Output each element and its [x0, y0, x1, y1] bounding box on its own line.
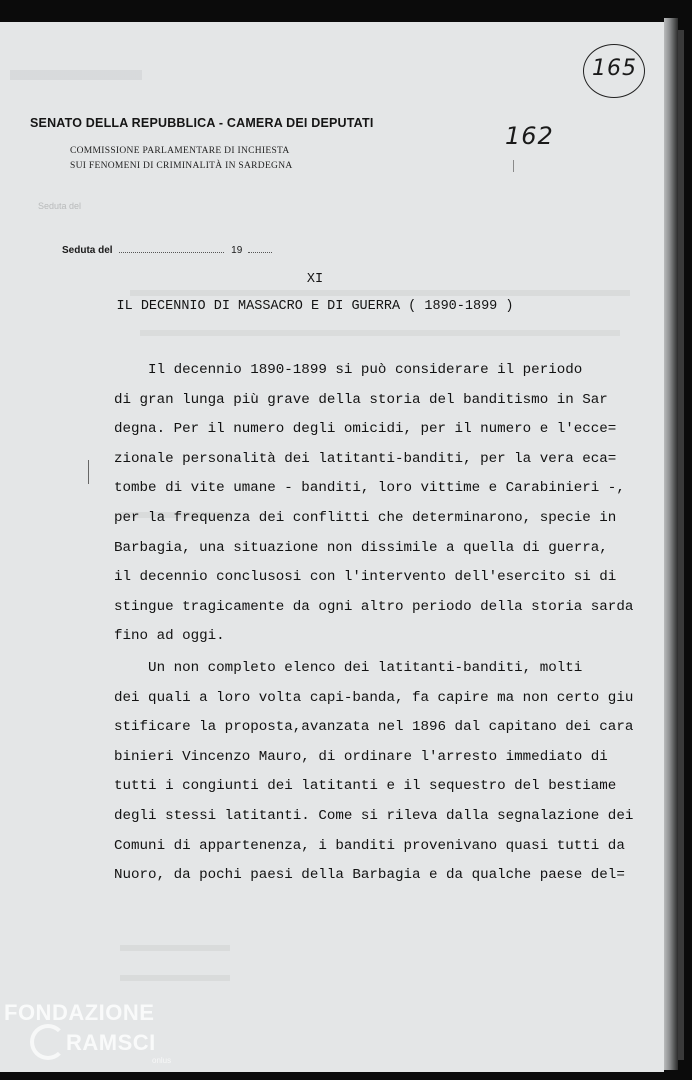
seduta-line	[62, 244, 272, 256]
bleed-through-text	[130, 290, 630, 296]
commission-line-2: SUI FENOMENI DI CRIMINALITÀ IN SARDEGNA	[70, 161, 293, 171]
paragraph-1-line: Barbagia, una situazione non dissimile a quella di guerra,	[114, 539, 608, 556]
seduta-date-dots	[119, 244, 224, 253]
paragraph-1-line: di gran lunga più grave della storia del banditismo in Sar	[114, 391, 608, 408]
page-edge-dark	[678, 30, 684, 1060]
commission-line-1: COMMISSIONE PARLAMENTARE DI INCHIESTA	[70, 146, 290, 156]
chapter-title: IL DECENNIO DI MASSACRO E DI GUERRA ( 1890-1899 )	[116, 299, 514, 314]
paragraph-1-line: stingue tragicamente da ogni altro periodo della storia sarda	[114, 598, 634, 615]
chapter-number: XI	[306, 272, 324, 287]
paragraph-2-line: dei quali a loro volta capi-banda, fa capire ma non certo giu	[114, 689, 634, 706]
handwritten-circled-number: 165	[592, 56, 637, 81]
margin-mark	[513, 160, 514, 172]
header-title: SENATO DELLA REPUBBLICA - CAMERA DEI DEPUTATI	[30, 116, 374, 130]
paragraph-1-line: fino ad oggi.	[114, 628, 225, 645]
paragraph-2-line: stificare la proposta,avanzata nel 1896 dal capitano dei cara	[114, 719, 634, 736]
watermark-g-logo-icon	[30, 1024, 66, 1060]
bleed-through-text	[10, 70, 230, 80]
paragraph-2-line: degli stessi latitanti. Come si rileva dalla segnalazione dei	[114, 807, 634, 824]
paragraph-2-line: Un non completo elenco dei latitanti-banditi, molti	[114, 659, 583, 676]
seduta-label: Seduta del	[62, 245, 113, 256]
paragraph-2-line: Nuoro, da pochi paesi della Barbagia e da qualche paese del=	[114, 867, 625, 884]
paragraph-1-line: per la frequenza dei conflitti che determinarono, specie in	[114, 509, 617, 526]
watermark-onlus: onlus	[152, 1056, 172, 1065]
body-text	[114, 356, 634, 891]
seduta-year-prefix: 19	[231, 245, 243, 256]
bleed-through-text	[140, 330, 620, 336]
paragraph-1-line: il decennio conclusosi con l'intervento dell'esercito si di	[114, 569, 617, 586]
page-edge-shadow	[664, 18, 678, 1070]
paragraph-1-line: zionale personalità dei latitanti-banditi, per la vera eca=	[114, 450, 617, 467]
seduta-ghost	[38, 201, 81, 211]
watermark-gramsci: RAMSCI	[66, 1030, 156, 1055]
paragraph-1-line: degna. Per il numero degli omicidi, per il numero e l'ecce=	[114, 421, 617, 438]
bleed-through-text	[120, 975, 230, 981]
margin-mark	[88, 460, 89, 484]
paragraph-2-line: binieri Vincenzo Mauro, di ordinare l'arresto immediato di	[114, 748, 608, 765]
seduta-year-dots	[248, 244, 272, 253]
handwritten-page-number: 162	[505, 122, 554, 150]
paragraph-1-line: Il decennio 1890-1899 si può considerare il periodo	[114, 362, 583, 378]
seduta-ghost-label: Seduta del	[38, 201, 82, 211]
bleed-through-text	[120, 945, 230, 951]
paragraph-2-line: Comuni di appartenenza, i banditi provenivano quasi tutti da	[114, 837, 625, 854]
paragraph-2-line: tutti i congiunti dei latitanti e il sequestro del bestiame	[114, 778, 617, 795]
watermark-fondazione: FONDAZIONE	[4, 1000, 155, 1025]
paragraph-1-line: tombe di vite umane - banditi, loro vittime e Carabinieri -,	[114, 480, 625, 497]
